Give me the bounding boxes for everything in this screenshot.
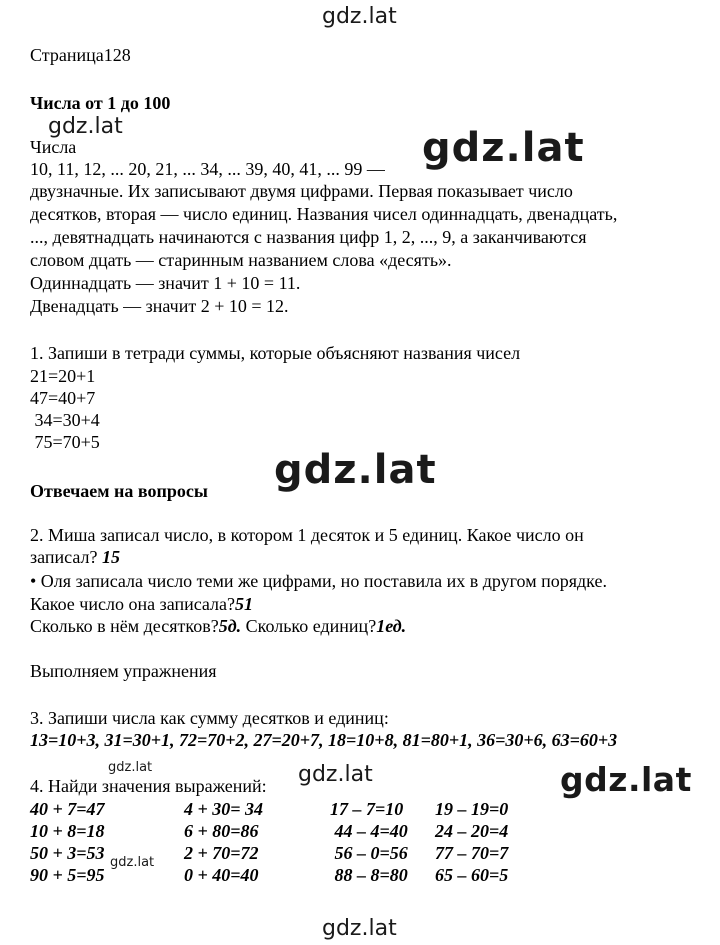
expression: 40 + 7=47 xyxy=(30,799,105,819)
exercise3-task: 3. Запиши числа как сумму десятков и единиц: xyxy=(30,708,389,728)
expression: 19 – 19=0 xyxy=(435,799,509,819)
exercise2-question: Сколько единиц? xyxy=(241,616,377,636)
watermark-top: gdz.lat xyxy=(322,4,397,29)
exercise2-answer: 1ед. xyxy=(376,616,407,636)
exercise3-answer: 13=10+3, 31=30+1, 72=70+2, 27=20+7, 18=10+8, 81=80+1, 36=30+6, 63=60+3 xyxy=(30,730,618,750)
exercise2-line: • Оля записала число теми же цифрами, но поставила их в другом порядке. xyxy=(30,571,607,591)
exercise2-question: Какое число она записала? xyxy=(30,594,236,614)
exercise2-line: 2. Миша записал число, в котором 1 десяток и 5 единиц. Какое число он xyxy=(30,525,584,545)
exercise2-line xyxy=(30,546,120,568)
intro-line: словом дцать — старинным названием слова «десять». xyxy=(30,250,452,270)
watermark-bottom: gdz.lat xyxy=(322,916,397,941)
watermark-ex4-center: gdz.lat xyxy=(298,762,373,787)
exercises-heading: Выполняем упражнения xyxy=(30,661,217,681)
exercise2-line xyxy=(30,593,253,615)
expression: 17 – 7=10 xyxy=(330,799,404,819)
expression: 2 + 70=72 xyxy=(184,843,259,863)
section-title: Числа от 1 до 100 xyxy=(30,93,171,113)
expression: 88 – 8=80 xyxy=(330,865,408,885)
watermark-ex4-right: gdz.lat xyxy=(560,760,692,799)
expression: 56 – 0=56 xyxy=(330,843,408,863)
exercise1-answer: 34=30+4 xyxy=(30,410,100,430)
watermark-small-left: gdz.lat xyxy=(48,114,123,139)
watermark-row4-tiny: gdz.lat xyxy=(110,855,155,870)
intro-line: десятков, вторая — число единиц. Названия чисел одиннадцать, двенадцать, xyxy=(30,204,618,224)
intro-line: Двенадцать — значит 2 + 10 = 12. xyxy=(30,296,289,316)
watermark-middle: gdz.lat xyxy=(274,447,437,493)
exercise2-answer: 15 xyxy=(101,547,120,567)
expression: 10 + 8=18 xyxy=(30,821,105,841)
expression: 44 – 4=40 xyxy=(330,821,408,841)
exercise1-answer: 47=40+7 xyxy=(30,388,96,408)
exercise2-line xyxy=(30,615,406,637)
expression: 6 + 80=86 xyxy=(184,821,259,841)
page-label: Страница128 xyxy=(30,45,131,65)
intro-line: ..., девятнадцать начинаются с названия цифр 1, 2, ..., 9, а заканчиваются xyxy=(30,227,587,247)
exercise1-answer: 75=70+5 xyxy=(30,432,100,452)
expression: 0 + 40=40 xyxy=(184,865,259,885)
intro-line: двузначные. Их записывают двумя цифрами. Первая показывает число xyxy=(30,181,573,201)
expression: 65 – 60=5 xyxy=(435,865,509,885)
exercise1-answer: 21=20+1 xyxy=(30,366,96,386)
exercise2-question: записал? xyxy=(30,547,102,567)
exercise2-answer: 5д. xyxy=(218,616,242,636)
exercise1-task: 1. Запиши в тетради суммы, которые объясняют названия чисел xyxy=(30,343,521,363)
exercise2-answer: 51 xyxy=(235,594,254,614)
intro-line: Числа xyxy=(30,137,77,157)
exercise4-task: 4. Найди значения выражений: xyxy=(30,776,267,796)
expression: 90 + 5=95 xyxy=(30,865,105,885)
intro-line: Одиннадцать — значит 1 + 10 = 11. xyxy=(30,273,301,293)
watermark-large-right: gdz.lat xyxy=(422,125,585,171)
watermark-ex4-tiny: gdz.lat xyxy=(108,760,153,775)
expression: 4 + 30= 34 xyxy=(184,799,264,819)
expression: 77 – 70=7 xyxy=(435,843,509,863)
expression: 50 + 3=53 xyxy=(30,843,105,863)
exercise2-question: Сколько в нём десятков? xyxy=(30,616,219,636)
intro-line: 10, 11, 12, ... 20, 21, ... 34, ... 39, 40, 41, ... 99 — xyxy=(30,159,385,179)
questions-heading: Отвечаем на вопросы xyxy=(30,481,208,501)
expression: 24 – 20=4 xyxy=(435,821,509,841)
